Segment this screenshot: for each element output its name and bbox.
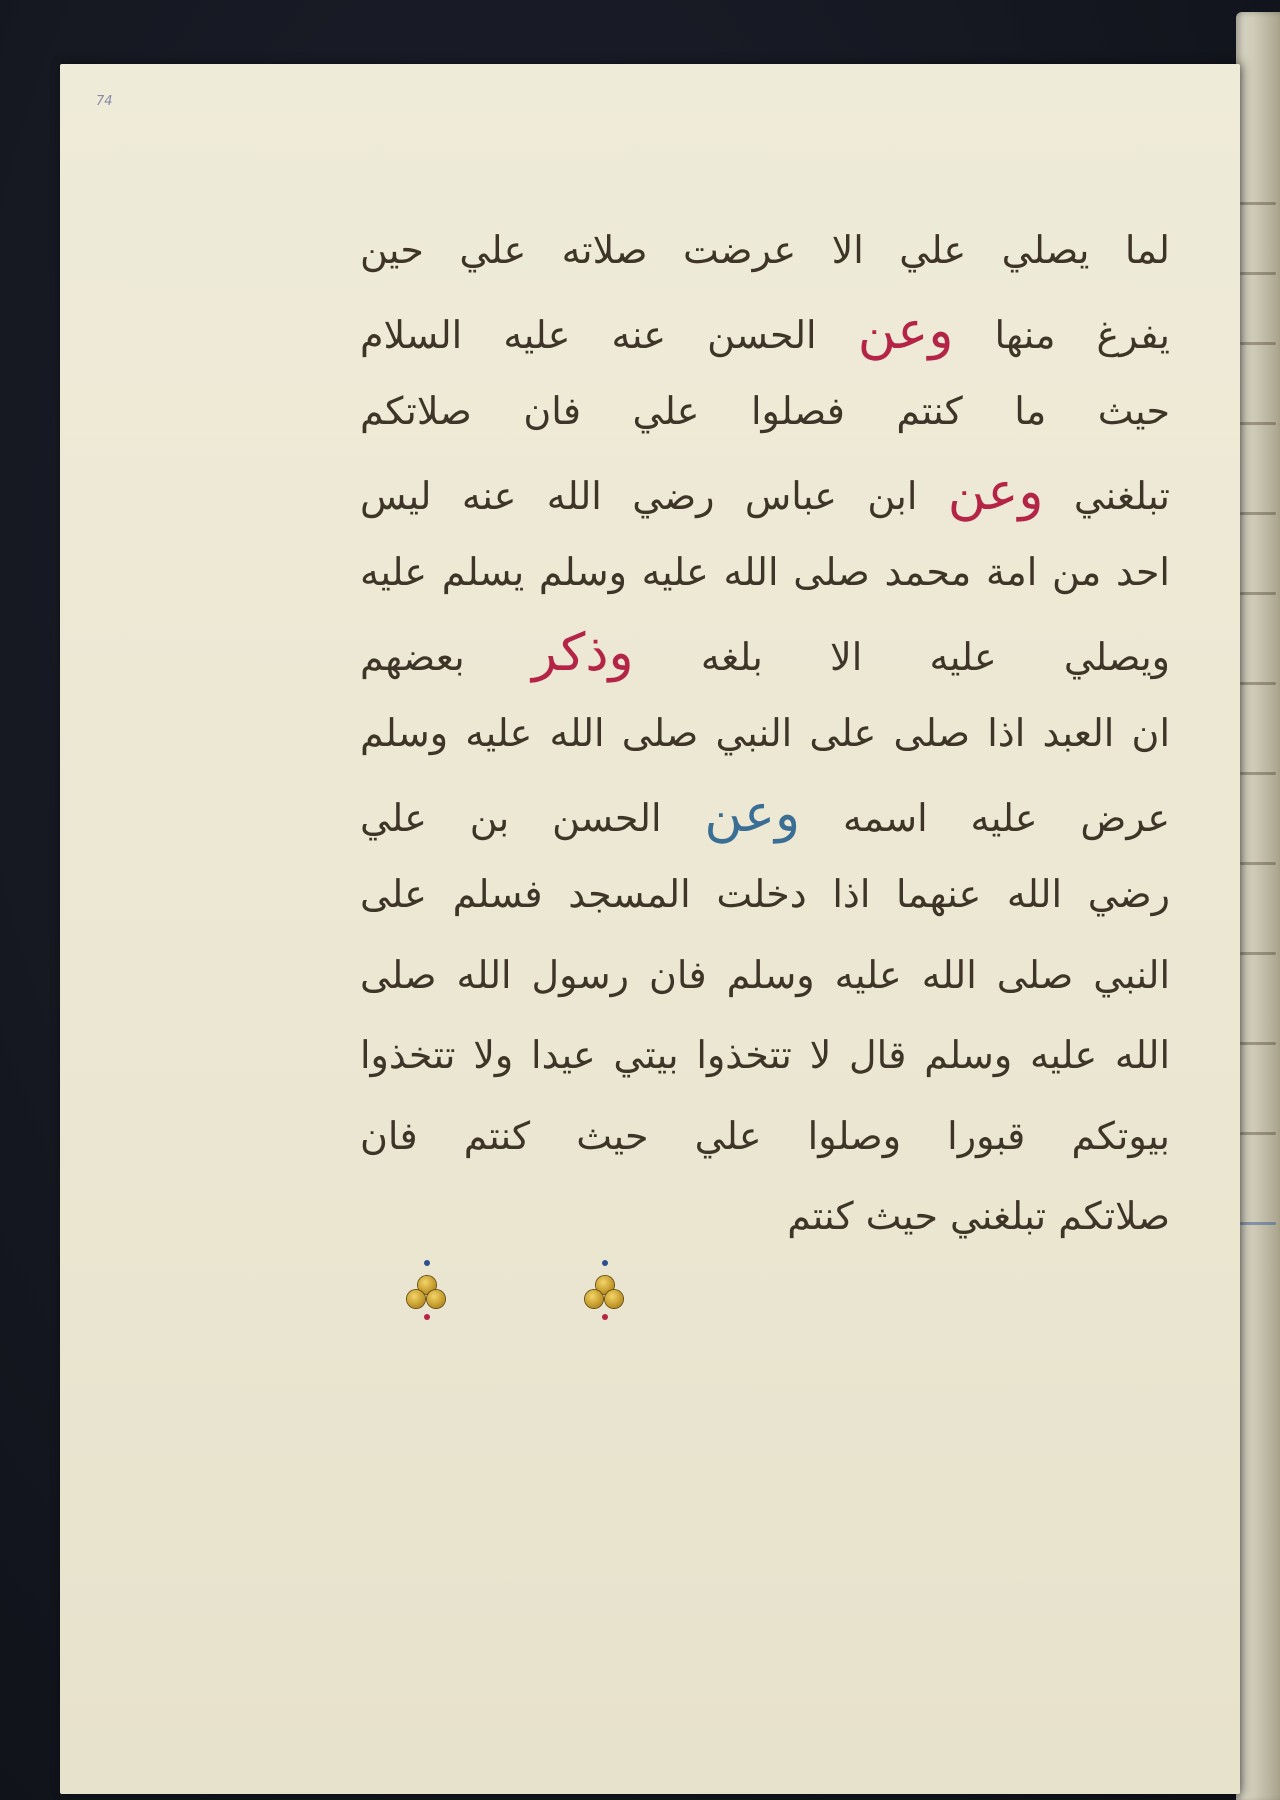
folio-number: 74: [96, 94, 113, 109]
text-line-9: رضي الله عنهما اذا دخلت المسجد فسلم على: [360, 872, 1170, 916]
text-block: [360, 210, 1170, 1257]
text-line-11: الله عليه وسلم قال لا تتخذوا بيتي عيدا ولا تتخذوا: [360, 1033, 1170, 1077]
text-line-2: يفرغ منها وعن الحسن عنه عليه السلام: [360, 300, 1170, 361]
adjacent-leaf-edges: [1236, 12, 1280, 1800]
text-line-1: لما يصلي علي الا عرضت صلاته علي حين: [360, 228, 1170, 272]
text-line-7: ان العبد اذا صلى على النبي صلى الله عليه وسلم: [360, 711, 1170, 755]
gold-rosette-icon: [585, 1276, 625, 1316]
rubric-word: وعن: [857, 300, 954, 361]
rubric-word: وعن: [947, 461, 1044, 522]
text-line-6: ويصلي عليه الا بلغه وذكر بعضهم: [360, 622, 1171, 683]
text-line-10: النبي صلى الله عليه وسلم فان رسول الله صلى: [360, 952, 1170, 997]
text-line-8: عرض عليه اسمه وعن الحسن بن علي: [360, 783, 1170, 844]
text-line-12: بيوتكم قبورا وصلوا علي حيث كنتم فان: [360, 1113, 1170, 1158]
text-line-13: صلاتكم تبلغني حيث كنتم: [787, 1194, 1170, 1238]
gold-rosette-icon: [407, 1276, 447, 1316]
rubric-word: وذكر: [531, 622, 634, 683]
text-line-5: احد من امة محمد صلى الله عليه وسلم يسلم عليه: [360, 550, 1170, 594]
text-line-3: حيث ما كنتم فصلوا علي فان صلاتكم: [360, 389, 1170, 433]
rubric-word: وعن: [704, 783, 801, 844]
text-line-4: تبلغني وعن ابن عباس رضي الله عنه ليس: [360, 461, 1170, 522]
